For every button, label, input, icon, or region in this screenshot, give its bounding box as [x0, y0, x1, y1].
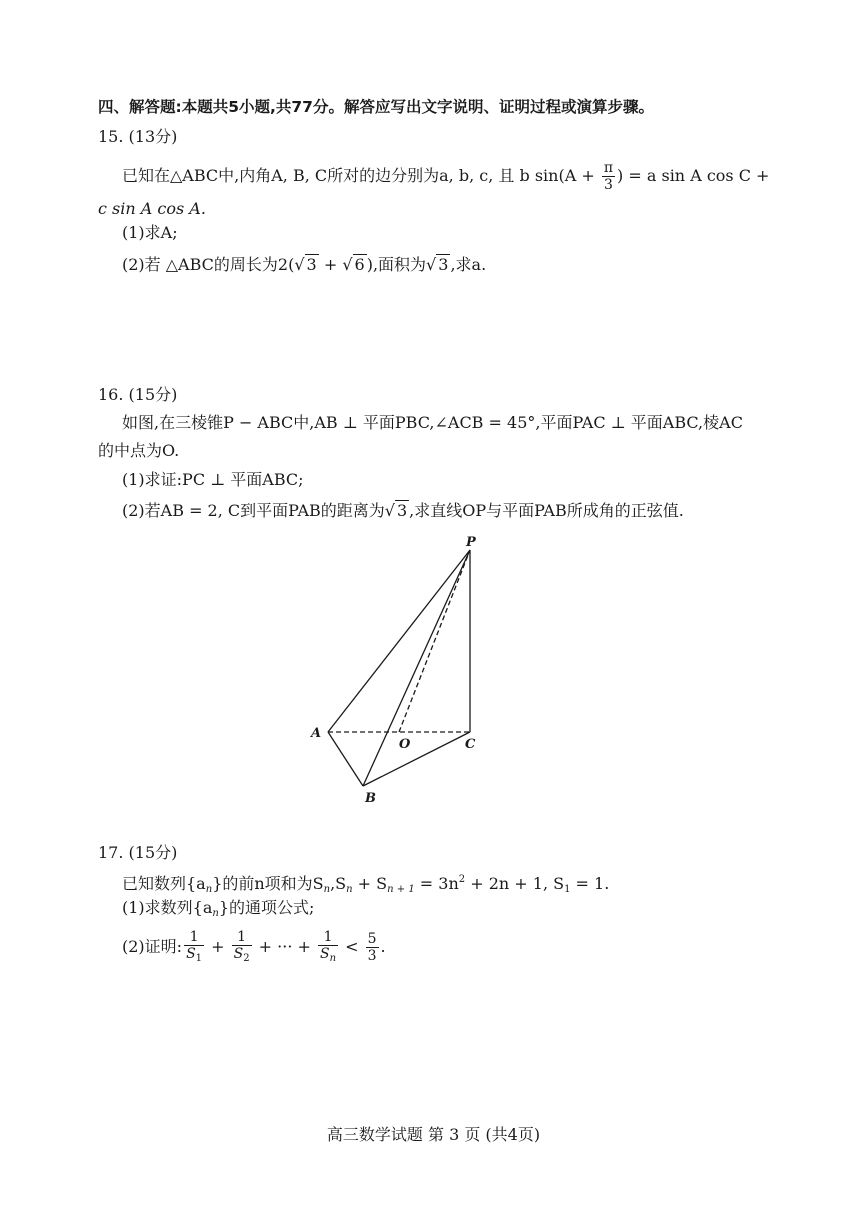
edge-PB	[363, 550, 470, 786]
segment-OP-dashed	[399, 550, 470, 732]
q16-part2: (2)若AB = 2, C到平面PAB的距离为√ 3 ,求直线OP与平面PAB所成角的正弦值.	[122, 501, 684, 520]
edge-AB	[328, 732, 363, 786]
label-C: C	[465, 737, 476, 752]
label-B: B	[365, 791, 376, 806]
label-A: A	[311, 726, 322, 741]
q15-pi-over-3: $\frac{\pi}{3}$	[603, 160, 614, 193]
q15-stem-suffix: ) = a sin A cos C +	[617, 166, 770, 185]
page-footer: 高三数学试题 第 3 页 (共4页)	[326, 1125, 541, 1144]
frac-1-over-Sn: $\frac{1}{S_n}$	[320, 928, 337, 964]
q16-stem-line1: 如图,在三棱锥P − ABC中,AB ⊥ 平面PBC,∠ACB = 45°,平面PAC ⊥ 平面ABC,棱AC	[122, 413, 743, 432]
q17-part2: (2)证明: $\frac{1}{S_1}$ + $\frac{1}{S_2}$ + ··· + $\frac{1}{S_n}$ < $\frac{5}{3}$ .	[122, 928, 386, 967]
edge-PA	[328, 550, 470, 732]
q17-stem: 已知数列$\{a_n\}$的前n项和为$S_n,S_n + S_{n + 1} = 3n^2 + 2n + 1$, $S_1 = 1$.	[122, 874, 610, 895]
frac-1-over-S1: $\frac{1}{S_1}$	[186, 928, 203, 964]
frac-5-over-3: $\frac{5}{3}$	[367, 931, 377, 964]
frac-1-over-S2: $\frac{1}{S_2}$	[233, 928, 250, 964]
q15-number: 15. (13分)	[98, 127, 178, 146]
q15-area-sqrt3: √ 3	[426, 255, 449, 274]
section-heading: 四、解答题:本题共5小题,共77分。解答应写出文字说明、证明过程或演算步骤。	[98, 98, 654, 116]
q17-number: 17. (15分)	[98, 843, 178, 862]
q15-sqrt6: √ 6	[342, 255, 365, 274]
q17-part1: (1)求数列$\{a_n\}$的通项公式;	[122, 898, 315, 919]
tetrahedron-figure	[300, 530, 520, 810]
q16-part1: (1)求证:PC ⊥ 平面ABC;	[122, 470, 304, 489]
edge-BC	[363, 732, 470, 786]
q15-part1: (1)求A;	[122, 223, 178, 242]
label-P: P	[466, 535, 476, 550]
q15-stem-prefix: 已知在△ABC中,内角A, B, C所对的边分别为a, b, c, 且 b sin(A +	[122, 166, 600, 185]
q16-stem-line2: 的中点为O.	[98, 441, 180, 460]
q15-stem-line2: c sin A cos A.	[98, 199, 206, 218]
label-O: O	[399, 737, 411, 752]
q16-sqrt3: √ 3	[384, 501, 408, 520]
q16-number: 16. (15分)	[98, 385, 178, 404]
q15-sqrt3: √ 3	[294, 255, 317, 274]
q15-part2: (2)若 △ABC的周长为2(√ 3 + √ 6 ),面积为√ 3 ,求a.	[122, 255, 487, 274]
q15-stem-line1	[122, 160, 769, 193]
